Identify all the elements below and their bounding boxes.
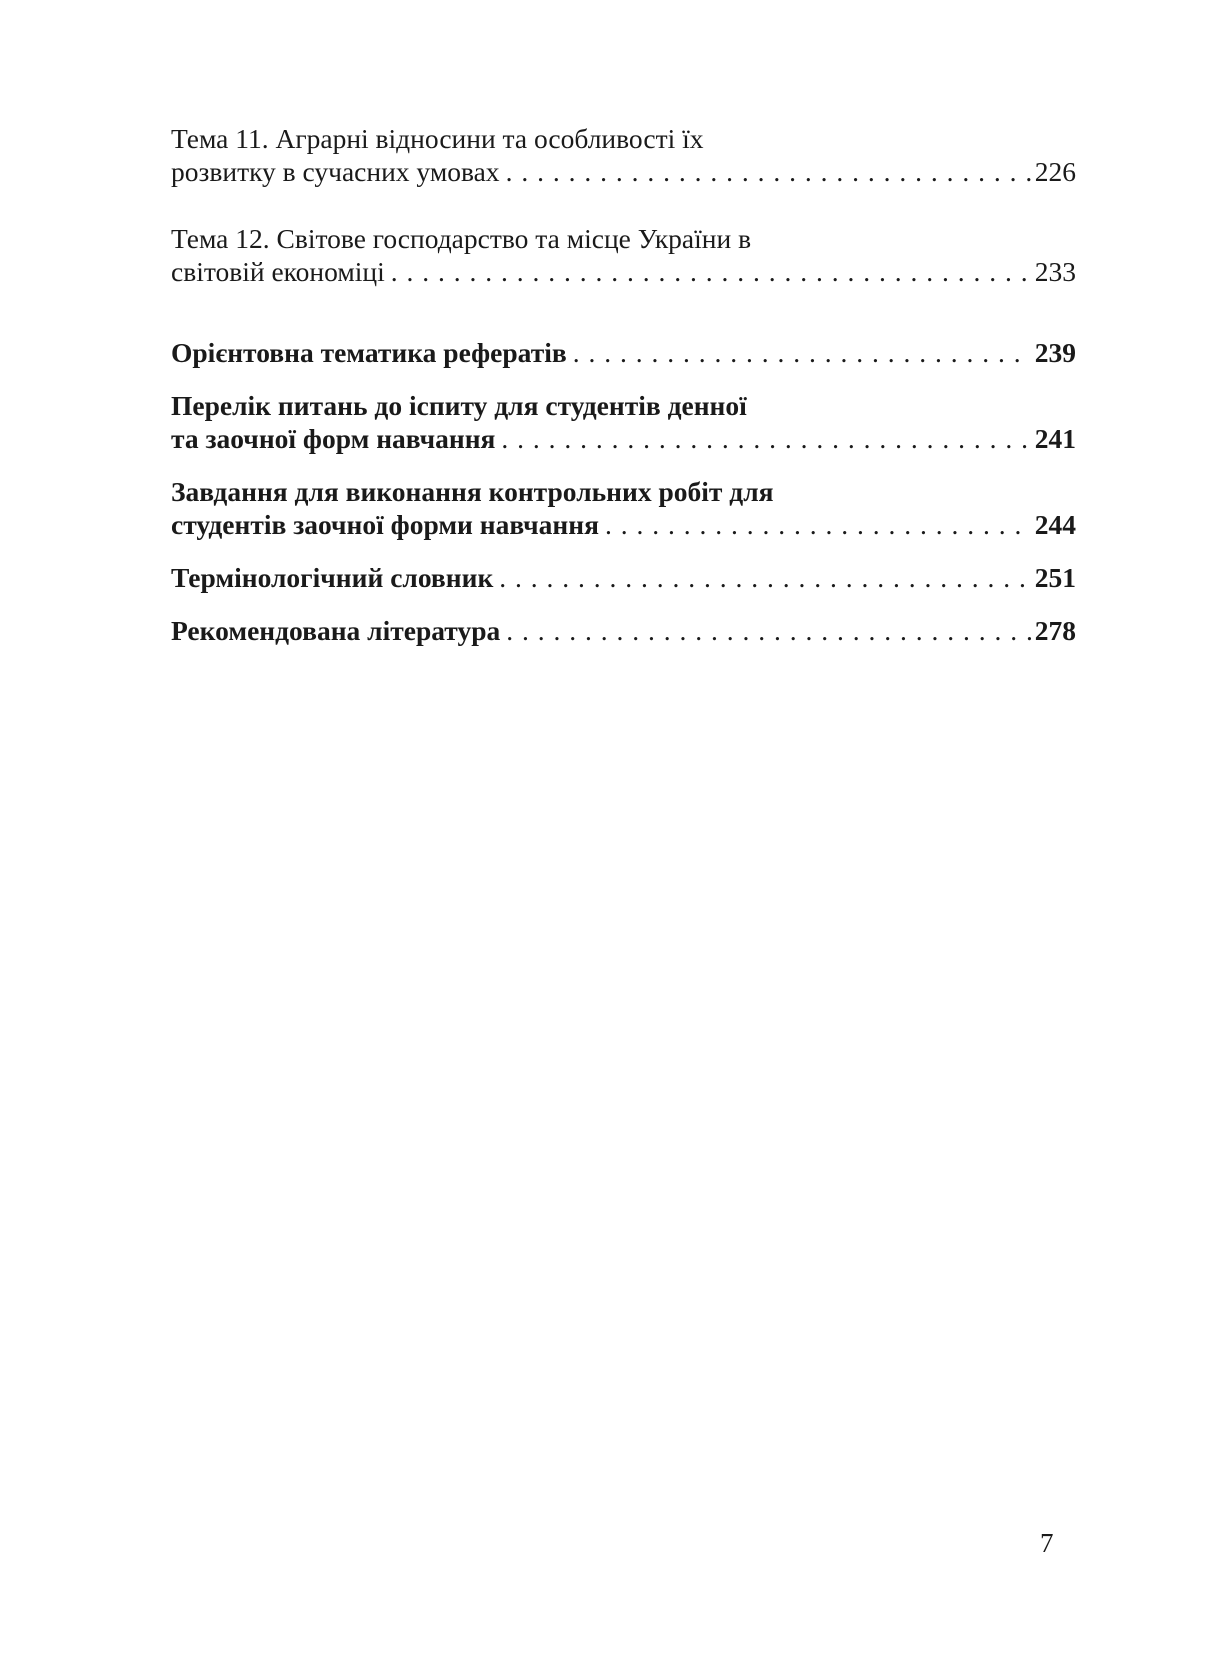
toc-entry-glossary[interactable]	[171, 561, 1076, 594]
toc-entry-title-line: та заочної форм навчання	[171, 423, 496, 454]
toc-entry-last-line	[171, 614, 1076, 647]
dot-leader	[573, 336, 1031, 369]
toc-entry-control-tasks[interactable]	[171, 475, 1076, 541]
toc-entry-title-line: Завдання для виконання контрольних робіт для	[171, 476, 774, 507]
dot-leader	[506, 155, 1031, 188]
dot-leader	[506, 614, 1031, 647]
toc-entry-title-line: розвитку в сучасних умовах	[171, 156, 500, 187]
toc-entry-title-line: Тема 12. Світове господарство та місце України в	[171, 223, 752, 254]
toc-page-number: 278	[1034, 615, 1076, 646]
toc-page-number: 239	[1034, 337, 1076, 368]
toc-entry-topic-12[interactable]	[171, 222, 1076, 288]
toc-entry-title-line: Орієнтовна тематика рефератів	[171, 337, 567, 368]
toc-entry-essay-topics[interactable]	[171, 336, 1076, 369]
toc-entry-last-line	[171, 255, 1076, 288]
toc-entry-last-line	[171, 561, 1076, 594]
toc-entry-recommended-literature[interactable]	[171, 614, 1076, 647]
dot-leader	[499, 561, 1030, 594]
toc-page-number: 233	[1034, 256, 1076, 287]
toc-entry-last-line	[171, 336, 1076, 369]
dot-leader	[391, 255, 1031, 288]
toc-page-number: 226	[1034, 156, 1076, 187]
toc-page-number: 241	[1034, 423, 1076, 454]
toc-entry-title-line: Рекомендована література	[171, 615, 501, 646]
dot-leader	[501, 422, 1030, 455]
toc-entry-last-line	[171, 508, 1076, 541]
toc-entry-title-line: студентів заочної форми навчання	[171, 509, 599, 540]
toc-entry-title-line: Тема 11. Аграрні відносини та особливості їх	[171, 123, 704, 154]
table-of-contents	[171, 122, 1076, 647]
toc-page-number: 244	[1034, 509, 1076, 540]
dot-leader	[605, 508, 1031, 541]
toc-entry-last-line	[171, 422, 1076, 455]
page-number: 7	[1040, 1528, 1054, 1558]
toc-entry-last-line	[171, 155, 1076, 188]
toc-entry-title-line: світовій економіці	[171, 256, 385, 287]
toc-page-number: 251	[1034, 562, 1076, 593]
toc-entry-topic-11[interactable]	[171, 122, 1076, 188]
toc-entry-title-line: Термінологічний словник	[171, 562, 494, 593]
toc-entry-title-line: Перелік питань до іспиту для студентів денної	[171, 390, 747, 421]
toc-entry-exam-questions[interactable]	[171, 389, 1076, 455]
